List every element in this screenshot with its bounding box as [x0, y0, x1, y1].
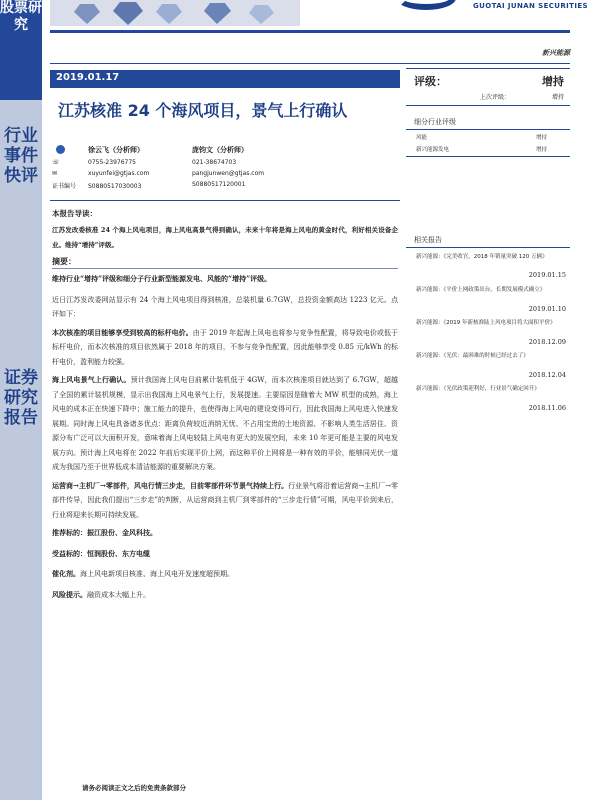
phone-icon: ☏ — [52, 159, 60, 166]
disclaimer-note: 请务必阅读正文之后的免责条款部分 — [82, 784, 186, 792]
sub-industry-ratings — [406, 116, 570, 157]
related-report-date: 2018.11.06 — [528, 404, 566, 412]
previous-rating-label: 上次评级： — [480, 94, 511, 101]
analyst-name: 庞钧文（分析师） — [192, 146, 248, 154]
recommended-stocks: 推荐标的：振江股份、金风科技。 — [52, 528, 157, 537]
category-rule — [50, 63, 570, 64]
related-report-title[interactable]: 新兴能源：《完美收官，2018 年销量突破 120 万辆》 — [416, 254, 548, 260]
left-vertical-band — [0, 0, 42, 800]
related-report-item[interactable] — [406, 347, 570, 380]
band-label-report-type: 行业事件快评 — [4, 126, 38, 187]
analyst-email: xuyunfei@gtjas.com — [88, 170, 150, 177]
sub-rating-row: 新兴能源发电 增持 — [416, 147, 548, 153]
analyst-block — [52, 145, 400, 200]
related-report-item[interactable] — [406, 380, 570, 413]
related-report-item[interactable] — [406, 314, 570, 347]
rating-value: 增持 — [542, 75, 564, 88]
header-banner-graphic — [50, 0, 300, 26]
analyst-cert: S0880517120001 — [192, 181, 246, 188]
summary-heading: 摘要： — [52, 256, 398, 269]
band-label-stock-research: 股票研究 — [0, 0, 42, 33]
band-label-securities-report: 证券研究报告 — [4, 368, 38, 429]
boom-confirmed-paragraph: 海上风电景气上行确认。预计我国海上风电目前累计装机低于 4GW，而本次核准项目就达到了 6.7GW，超越了全国的累计装机规模，显示出我国海上风电景气上行，发展提速。主要原因是随着大 MW 机型的成熟，海上风电的成本正在快速下降中；施工能力的提升，也使得海上风电的建设变得可行，因此我国海上风电进入快速发展期。同时海上风电具备诸多优点：距离负荷较近消纳无忧、不占用宝贵的土地资源、不影响人类生活居住、资源分布广泛可以大面积开发，意味着海上风电较陆上风电有更大的发展空间，未来 10 年更可能是主要的风电发展方向。预计海上风电将在 2022 年前后实现平价上网，而这种平价上网将是一种有效的平价，能够同光伏一道成为我国乃至于世界低成本清洁能源的重要解决方案。 — [52, 375, 398, 471]
date-bar — [50, 70, 400, 88]
beneficiary-stocks: 受益标的：恒润股份、东方电缆 — [52, 548, 150, 558]
sub-ratings-title: 细分行业评级 — [406, 116, 570, 130]
catalyst: 催化剂。海上风电新项目核准、海上风电开发速度超预期。 — [52, 569, 234, 578]
related-report-title[interactable]: 新兴能源：《2019 年新核准陆上风电项目将大面积平价》 — [416, 320, 556, 326]
analyst-phone: 0755-23976775 — [88, 159, 136, 166]
maintain-rating: 维持行业“增持”评级和细分子行业新型能源发电、风能的“增持”评级。 — [52, 274, 272, 283]
email-icon: ✉ — [52, 170, 58, 177]
analyst-name: 徐云飞（分析师） — [88, 146, 144, 154]
related-report-date: 2018.12.09 — [528, 338, 566, 346]
rating-box — [406, 68, 570, 106]
sub-ratings-rule — [406, 156, 570, 157]
analyst-1 — [52, 145, 149, 192]
guide-heading: 本报告导读： — [52, 209, 97, 218]
benchmark-price-paragraph: 本次核准的项目能够享受到较高的标杆电价。由于 2019 年起海上风电也将参与竞争性配置，将导致电价或低于标杆电价，而本次核准的项目依然属于 2018 年的项目，不参与竞争性配置，因此能够享受 0.85 元/kWh 的标杆电价，盈利能力较强。 — [52, 327, 399, 366]
analyst-phone: 021-38674703 — [192, 159, 237, 166]
related-report-date: 2019.01.10 — [528, 305, 566, 313]
previous-rating-value: 增持 — [551, 94, 564, 101]
risk-warning: 风险提示。融资成本大幅上升。 — [52, 589, 150, 599]
analyst-cert: S0880517030003 — [88, 183, 142, 190]
report-title: 江苏核准 24 个海风项目，景气上行确认 — [58, 101, 348, 120]
related-reports-title: 相关报告 — [406, 234, 570, 248]
three-step-paragraph: 运营商→主机厂→零部件，风电行情三步走，目前零部件环节景气持续上行。行业景气将沿着运营商→主机厂→零部件传导，因此我们提出“三步走”的判断，从运营商到主机厂到零部件的“三步走行情”可期，风电平价到来后，行业将迎来长期可持续发展。 — [52, 480, 399, 519]
related-reports — [406, 234, 570, 413]
related-report-date: 2019.01.15 — [528, 271, 566, 279]
page-header — [0, 0, 600, 26]
analyst-2 — [192, 145, 264, 192]
related-report-title[interactable]: 新兴能源：《平价上网政策出台，长期发展模式确立》 — [416, 287, 546, 293]
report-body — [52, 206, 398, 608]
analysts-rule — [50, 200, 400, 201]
header-rule — [50, 30, 570, 33]
related-report-item[interactable] — [406, 248, 570, 281]
guide-text: 江苏发改委核准 24 个海上风电项目，海上风电高景气得到确认，未来十年将是海上风电的黄金时代，利好相关设备企业。维持“增持”评级。 — [52, 226, 398, 249]
report-date: 2019.01.17 — [56, 72, 120, 83]
intro-paragraph: 近日江苏发改委网站显示有 24 个海上风电项目得到核准，总装机量 6.7GW，总投资金额高达 1223 亿元。点评如下： — [52, 295, 398, 318]
related-report-title[interactable]: 新兴能源：《光伏：最困难的时候已经过去了》 — [416, 353, 529, 359]
rating-label: 评级： — [414, 75, 447, 88]
sub-rating-row: 风能 增持 — [416, 135, 548, 141]
analyst-email: pangjunwen@gtjas.com — [192, 170, 265, 177]
cert-label: 证书编号 — [52, 183, 77, 190]
related-report-date: 2018.12.04 — [528, 371, 566, 379]
person-icon — [56, 145, 65, 154]
industry-category: 新兴能源 — [542, 49, 570, 57]
brand-name-en: GUOTAI JUNAN SECURITIES — [473, 2, 588, 10]
related-report-item[interactable] — [406, 281, 570, 314]
related-report-title[interactable]: 新兴能源：《光伏政策迎利好，行业景气确定回升》 — [416, 386, 540, 392]
brand-logo — [396, 0, 456, 10]
